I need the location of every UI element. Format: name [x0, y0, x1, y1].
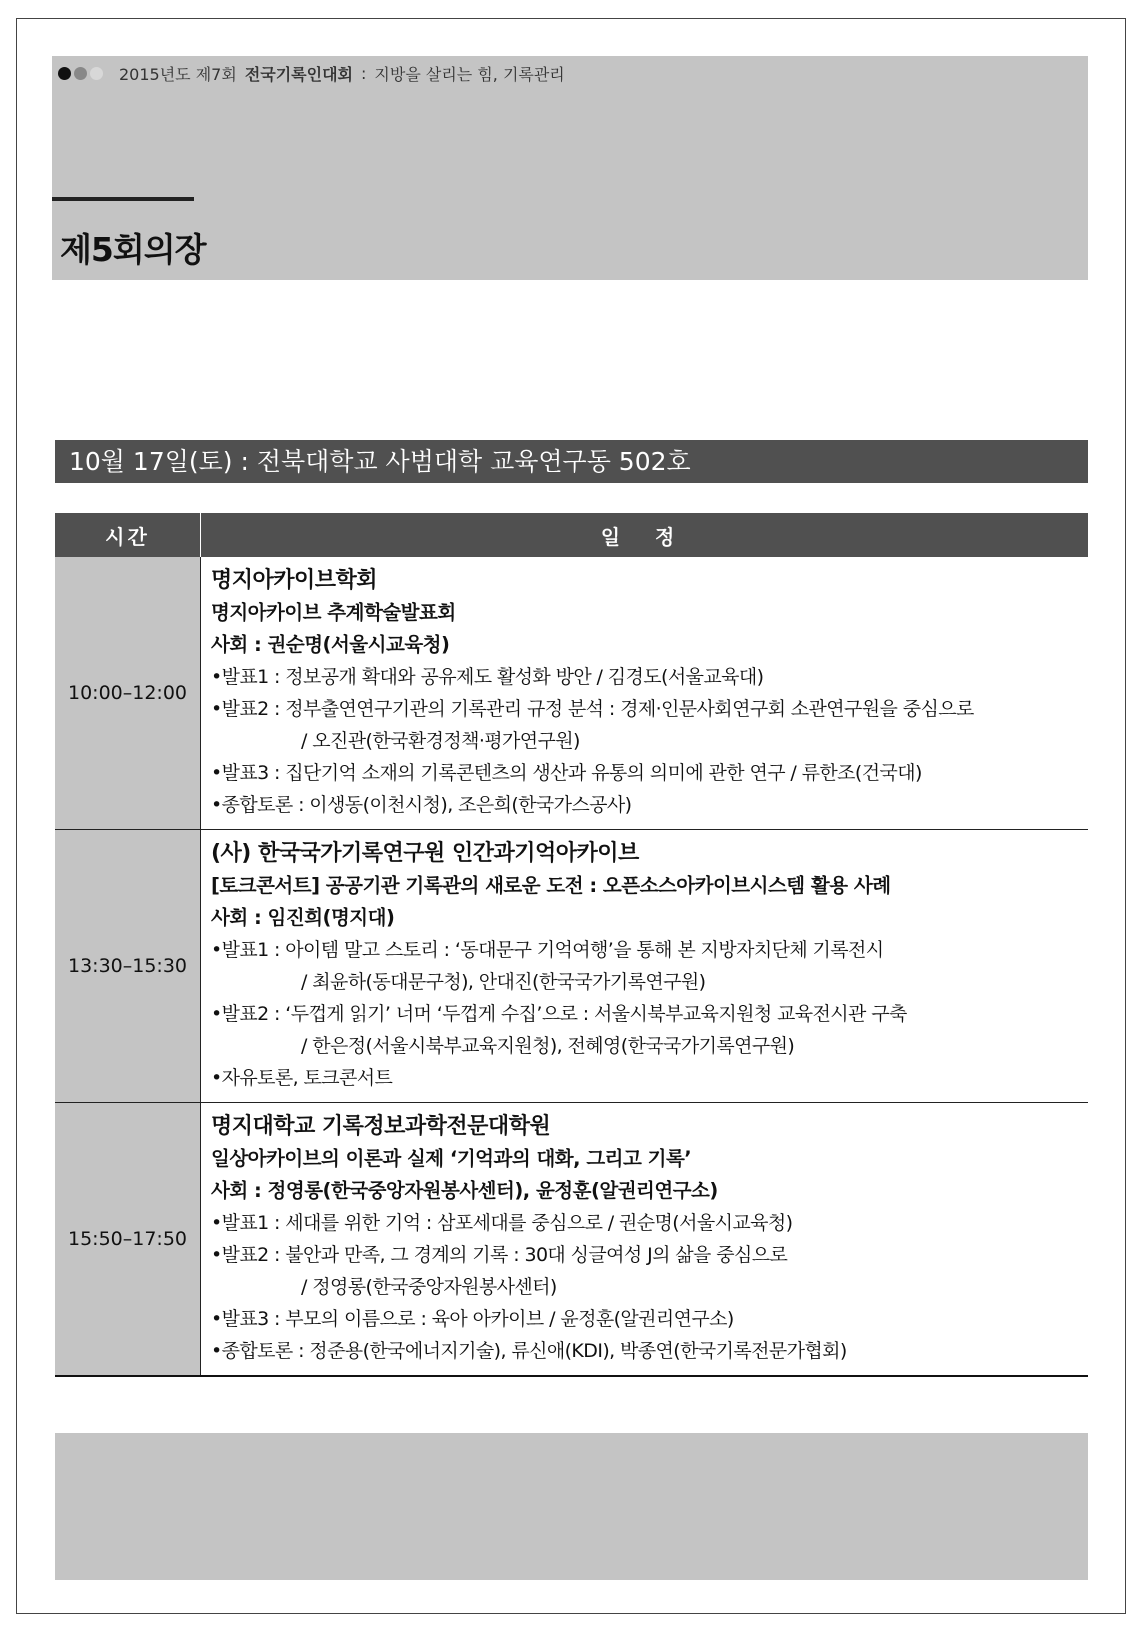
session-line: •발표2 : 정부출연연구기관의 기록관리 규정 분석 : 경제·인문사회연구회 소관연구원을 중심으로 — [211, 698, 974, 720]
session-line-continued: / 최윤하(동대문구청), 안대진(한국국가기록연구원) — [301, 971, 706, 993]
session-line-continued: / 한은정(서울시북부교육지원청), 전혜영(한국국가기록연구원) — [301, 1035, 795, 1057]
session-line: •발표1 : 세대를 위한 기억 : 삼포세대를 중심으로 / 권순명(서울시교육청) — [211, 1212, 793, 1234]
date-bar: 10월 17일(토) : 전북대학교 사범대학 교육연구동 502호 — [55, 440, 1088, 483]
session-line-continued: / 정영롱(한국중앙자원봉사센터) — [301, 1276, 557, 1298]
session-host: 사회 : 임진희(명지대) — [211, 906, 395, 929]
session-event: 명지아카이브 추계학술발표회 — [211, 601, 456, 624]
session-line: •종합토론 : 정준용(한국에너지기술), 류신애(KDI), 박종연(한국기록전문가협회) — [211, 1340, 847, 1362]
session-line: •발표1 : 정보공개 확대와 공유제도 활성화 방안 / 김경도(서울교육대) — [211, 666, 764, 688]
session-line: •자유토론, 토크콘서트 — [211, 1067, 393, 1089]
running-head-event: 전국기록인대회 — [244, 65, 354, 84]
running-head-theme: 지방을 살리는 힘, 기록관리 — [374, 65, 565, 84]
session-host: 사회 : 권순명(서울시교육청) — [211, 633, 450, 656]
header-program: 일 정 — [600, 524, 689, 549]
table-row — [55, 557, 1088, 830]
title-rule — [52, 197, 194, 201]
session-line: •발표2 : ‘두껍게 읽기’ 너머 ‘두껍게 수집’으로 : 서울시북부교육지원청 교육전시관 구축 — [211, 1003, 907, 1025]
session-line: •종합토론 : 이생동(이천시청), 조은희(한국가스공사) — [211, 794, 632, 816]
session-time: 13:30–15:30 — [55, 830, 201, 1102]
room-title: 제5회의장 — [60, 230, 206, 269]
session-org: (사) 한국국가기록연구원 인간과기억아카이브 — [211, 841, 639, 866]
session-event: 일상아카이브의 이론과 실제 ‘기억과의 대화, 그리고 기록’ — [211, 1147, 692, 1170]
footer-band — [55, 1433, 1088, 1580]
session-program — [201, 830, 1088, 1102]
session-line: •발표1 : 아이템 말고 스토리 : ‘동대문구 기억여행’을 통해 본 지방자치단체 기록전시 — [211, 939, 884, 961]
session-org: 명지아카이브학회 — [211, 568, 378, 593]
running-head-year: 2015년도 제7회 — [119, 65, 237, 84]
header-time: 시간 — [55, 513, 201, 557]
session-time: 10:00–12:00 — [55, 557, 201, 829]
session-program — [201, 557, 1088, 829]
header-band — [52, 56, 1088, 280]
black-dot-icon — [58, 67, 71, 80]
running-head — [58, 62, 565, 85]
table-header — [55, 513, 1088, 557]
session-line: •발표2 : 불안과 만족, 그 경계의 기록 : 30대 싱글여성 J의 삶을 중심으로 — [211, 1244, 788, 1266]
session-line: •발표3 : 부모의 이름으로 : 육아 아카이브 / 윤정훈(알권리연구소) — [211, 1308, 734, 1330]
light-dot-icon — [90, 67, 103, 80]
session-line-continued: / 오진관(한국환경정책·평가연구원) — [301, 730, 580, 752]
running-head-separator: : — [361, 64, 367, 83]
session-host: 사회 : 정영롱(한국중앙자원봉사센터), 윤정훈(알권리연구소) — [211, 1179, 718, 1202]
schedule-table — [55, 513, 1088, 1377]
session-time: 15:50–17:50 — [55, 1103, 201, 1375]
session-line: •발표3 : 집단기억 소재의 기록콘텐츠의 생산과 유통의 의미에 관한 연구 / 류한조(건국대) — [211, 762, 922, 784]
table-row — [55, 1103, 1088, 1377]
session-program — [201, 1103, 1088, 1375]
table-row — [55, 830, 1088, 1103]
session-org: 명지대학교 기록정보과학전문대학원 — [211, 1114, 551, 1139]
session-event: [토크콘서트] 공공기관 기록관의 새로운 도전 : 오픈소스아카이브시스템 활용 사례 — [211, 874, 891, 897]
gray-dot-icon — [74, 67, 87, 80]
